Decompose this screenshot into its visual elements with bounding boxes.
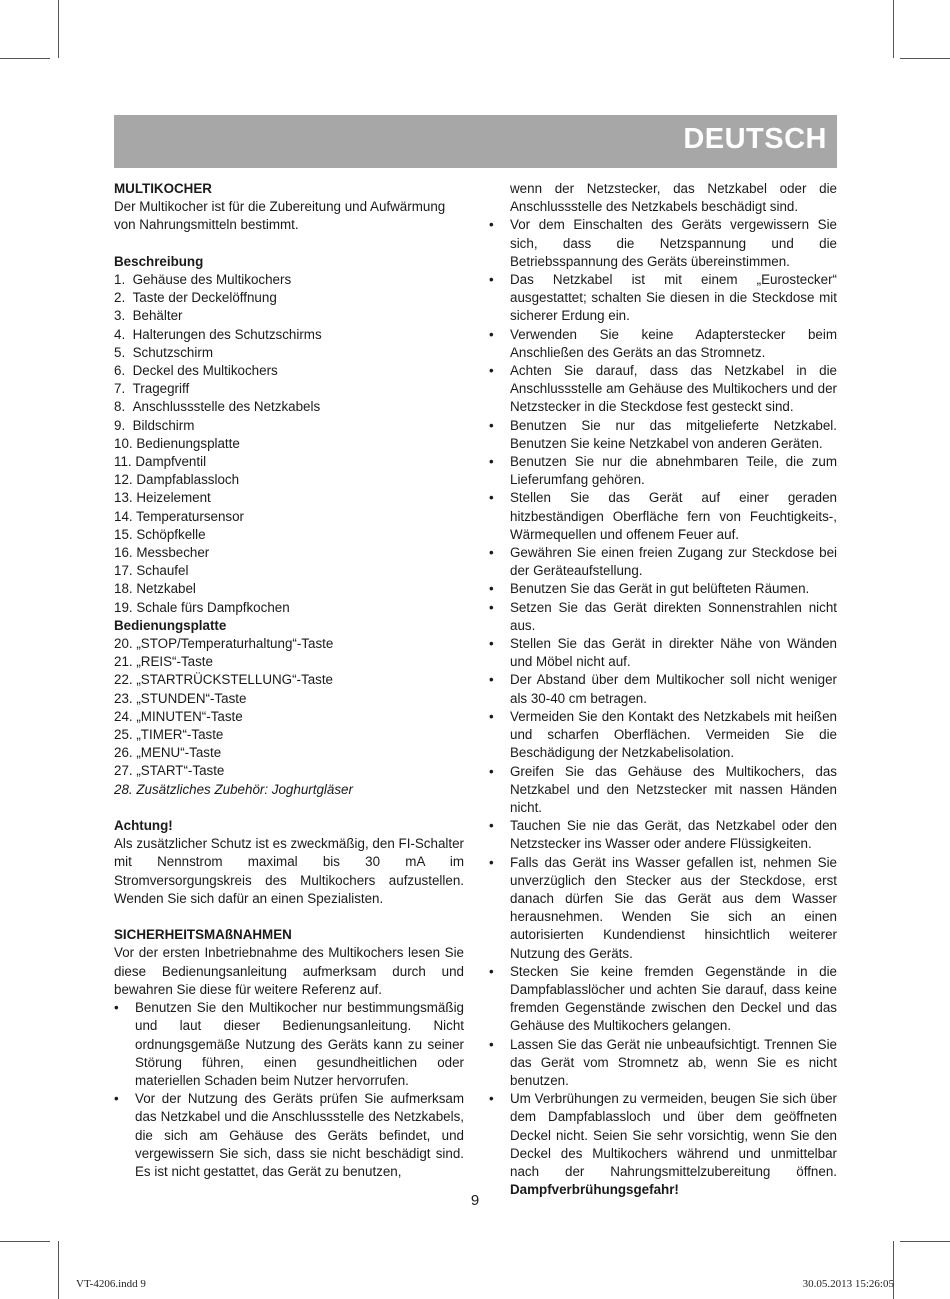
page-number: 9 — [470, 1192, 480, 1209]
safety-bullet-text: Um Verbrühungen zu vermeiden, beugen Sie sich über dem Dampfablassloch und über dem geöffneten Deckel nicht. Seien Sie sehr vorsichtig, wenn Sie den Deckel des Multikochers während und unmittelbar nach der Nahrungsmittelzubereitung öffnen. — [510, 1091, 837, 1179]
control-panel-item: 20. „STOP/Temperaturhaltung“-Taste — [114, 636, 334, 652]
crop-mark — [0, 58, 50, 59]
safety-bullet: • Vor dem Einschalten des Geräts vergewissern Sie sich, dass die Netzspannung und die Betriebsspannung des Geräts übereinstimmen. — [489, 216, 837, 271]
safety-bullet — [489, 1090, 837, 1199]
safety-heading: SICHERHEITSMAßNAHMEN — [114, 927, 292, 943]
footer-datetime: 30.05.2013 15:26:05 — [802, 1278, 894, 1290]
safety-bullet: • Lassen Sie das Gerät nie unbeaufsichtigt. Trennen Sie das Gerät vom Stromnetz ab, wenn Sie es nicht benutzen. — [489, 1036, 837, 1091]
safety-bullet: • Vermeiden Sie den Kontakt des Netzkabels mit heißen und scharfen Oberflächen. Vermeiden Sie die Beschädigung der Netzkabelisolation. — [489, 708, 837, 763]
section-heading-multikocher: MULTIKOCHER — [114, 181, 212, 196]
description-item: 7. Tragegriff — [114, 381, 190, 397]
safety-bullet: • Benutzen Sie nur die abnehmbaren Teile, die zum Lieferumfang gehören. — [489, 453, 837, 489]
section-heading-control-panel: Bedienungsplatte — [114, 617, 227, 633]
safety-list-right — [489, 216, 837, 1090]
crop-mark — [893, 1241, 894, 1299]
safety-bullet: • Benutzen Sie nur das mitgelieferte Netzkabel. Benutzen Sie keine Netzkabel von anderen Geräten. — [489, 417, 837, 453]
description-item: 14. Temperatursensor — [114, 508, 245, 524]
safety-continuation: wenn der Netzstecker, das Netzkabel oder die Anschlussstelle des Netzkabels beschädigt sind. — [510, 181, 837, 215]
safety-bullet: • Stellen Sie das Gerät in direkter Nähe von Wänden und Möbel nicht auf. — [489, 635, 837, 671]
crop-mark — [58, 0, 59, 58]
description-item: 4. Halterungen des Schutzschirms — [114, 326, 322, 342]
safety-bullet: • Stecken Sie keine fremden Gegenstände in die Dampfablasslöcher und achten Sie darauf, dass keine fremden Gegenstände zwischen den Deckel und das Gehäuse des Multikochers gelangen. — [489, 963, 837, 1036]
safety-bullet: • Benutzen Sie das Gerät in gut belüfteten Räumen. — [489, 580, 837, 598]
right-column — [489, 180, 837, 1199]
description-item: 2. Taste der Deckelöffnung — [114, 290, 277, 306]
description-item: 16. Messbecher — [114, 545, 210, 561]
description-item: 13. Heizelement — [114, 490, 211, 506]
control-panel-item: 22. „STARTRÜCKSTELLUNG“-Taste — [114, 672, 334, 688]
safety-bullet: • Setzen Sie das Gerät direkten Sonnenstrahlen nicht aus. — [489, 599, 837, 635]
language-title: DEUTSCH — [683, 123, 827, 155]
steam-warning: Dampfverbrühungsgefahr! — [510, 1182, 679, 1198]
description-item: 3. Behälter — [114, 308, 183, 324]
safety-list-last — [489, 1090, 837, 1199]
language-banner — [114, 115, 837, 168]
left-column — [114, 180, 464, 1181]
safety-bullet: • Vor der Nutzung des Geräts prüfen Sie aufmerksam das Netzkabel und die Anschlussstelle des Netzkabels, die sich am Gehäuse des Geräts befindet, und vergewissern Sie sich, dass sie nicht beschädigt sind. Es ist nicht gestattet, das Gerät zu benutzen, — [114, 1090, 464, 1181]
control-panel-item: 24. „MINUTEN“-Taste — [114, 708, 243, 724]
description-list — [114, 271, 464, 617]
description-item: 5. Schutzschirm — [114, 344, 213, 360]
crop-mark — [900, 58, 950, 59]
description-item: 11. Dampfventil — [114, 454, 207, 470]
description-item: 17. Schaufel — [114, 563, 189, 579]
control-panel-item: 27. „START“-Taste — [114, 763, 225, 779]
safety-bullet: • Das Netzkabel ist mit einem „Eurostecker“ ausgestattet; schalten Sie diesen in die Steckdose mit sicherer Erdung ein. — [489, 271, 837, 326]
control-panel-item: 25. „TIMER“-Taste — [114, 727, 224, 743]
crop-mark — [0, 1241, 50, 1242]
control-panel-item: 26. „MENU“-Taste — [114, 745, 222, 761]
safety-bullet: • Falls das Gerät ins Wasser gefallen ist, nehmen Sie unverzüglich den Stecker aus der Steckdose, erst danach dürfen Sie das Gerät aus dem Wasser herausnehmen. Wenden Sie sich an einen autorisierten Kundendienst hinsichtlich weiterer Nutzung des Geräts. — [489, 854, 837, 963]
description-item: 1. Gehäuse des Multikochers — [114, 272, 292, 287]
control-panel-item: 23. „STUNDEN“-Taste — [114, 690, 247, 706]
safety-bullet: • Tauchen Sie nie das Gerät, das Netzkabel oder den Netzstecker ins Wasser oder andere Flüssigkeiten. — [489, 817, 837, 853]
safety-intro: Vor der ersten Inbetriebnahme des Multikochers lesen Sie diese Bedienungsanleitung aufmerksam durch und bewahren Sie diese für weitere Referenz auf. — [114, 945, 464, 997]
section-heading-description: Beschreibung — [114, 253, 204, 269]
description-item: 6. Deckel des Multikochers — [114, 363, 278, 379]
safety-list-left — [114, 999, 464, 1181]
safety-bullet: • Achten Sie darauf, dass das Netzkabel in die Anschlussstelle am Gehäuse des Multikochers und der Netzstecker in die Steckdose fest gesteckt sind. — [489, 362, 837, 417]
attention-heading: Achtung! — [114, 818, 173, 834]
safety-bullet: • Der Abstand über dem Multikocher soll nicht weniger als 30-40 cm betragen. — [489, 671, 837, 707]
crop-mark — [893, 0, 894, 58]
safety-bullet: • Gewähren Sie einen freien Zugang zur Steckdose bei der Geräteaufstellung. — [489, 544, 837, 580]
crop-mark — [58, 1241, 59, 1299]
control-panel-item: 21. „REIS“-Taste — [114, 654, 213, 670]
safety-bullet: • Verwenden Sie keine Adapterstecker beim Anschließen des Geräts an das Stromnetz. — [489, 326, 837, 362]
intro-text: Der Multikocher ist für die Zubereitung und Aufwärmung von Nahrungsmitteln bestimmt. — [114, 199, 446, 233]
safety-bullet: • Stellen Sie das Gerät auf einer geraden hitzbeständigen Oberfläche fern von Feuchtigkeits-, Wärmequellen und offenem Feuer auf. — [489, 489, 837, 544]
safety-bullet: • Benutzen Sie den Multikocher nur bestimmungsmäßig und laut dieser Bedienungsanleitung. Nicht ordnungsgemäße Nutzung des Geräts kann zu seiner Störung führen, einen gesundheitlichen oder materiellen Schaden beim Nutzer hervorrufen. — [114, 999, 464, 1090]
control-panel-list — [114, 635, 464, 781]
description-item: 12. Dampfablassloch — [114, 472, 240, 488]
description-item: 9. Bildschirm — [114, 417, 195, 433]
attention-text: Als zusätzlicher Schutz ist es zweckmäßig, den FI-Schalter mit Nennstrom maximal bis 30 mA im Stromversorgungskreis des Multikochers aufzustellen. Wenden Sie sich dafür an einen Spezialisten. — [114, 836, 464, 906]
crop-mark — [900, 1241, 950, 1242]
description-item: 10. Bedienungsplatte — [114, 435, 240, 451]
footer-file: VT-4206.indd 9 — [76, 1278, 146, 1290]
accessory-item: 28. Zusätzliches Zubehör: Joghurtgläser — [114, 781, 353, 797]
safety-bullet: • Greifen Sie das Gehäuse des Multikochers, das Netzkabel und den Netzstecker mit nassen Händen nicht. — [489, 763, 837, 818]
description-item: 18. Netzkabel — [114, 581, 196, 597]
description-item: 19. Schale fürs Dampfkochen — [114, 599, 290, 615]
description-item: 8. Anschlussstelle des Netzkabels — [114, 399, 321, 415]
description-item: 15. Schöpfkelle — [114, 526, 206, 542]
